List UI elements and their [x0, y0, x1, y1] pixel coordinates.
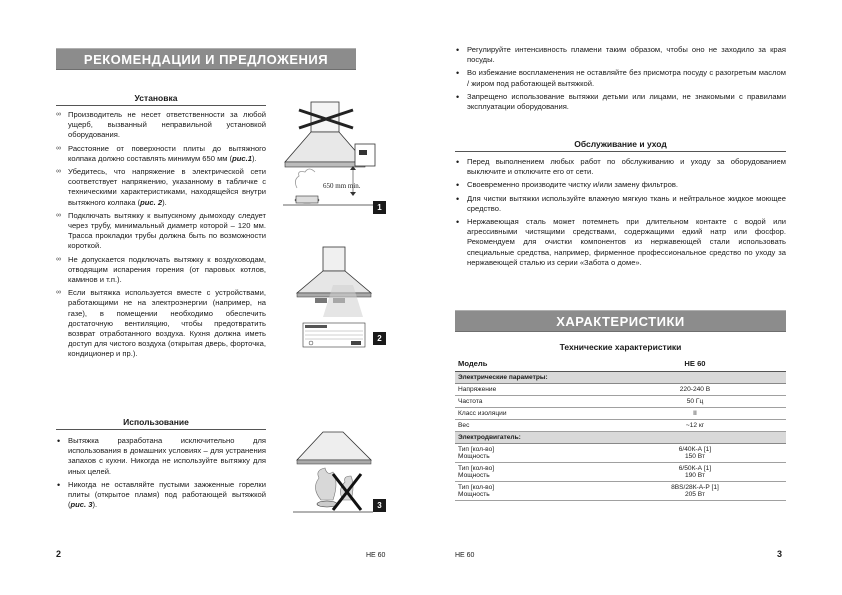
intro-item: • Регулируйте интенсивность пламени таким образом, чтобы оно не заходило за края посуды. [455, 45, 786, 65]
table-param-value [604, 444, 786, 463]
table-row [455, 444, 786, 463]
page-number-right: 3 [777, 549, 783, 559]
usage-item-text: Никогда не оставляйте пустыми зажженные горелки плиты (открытое пламя) под работающей вытяжкой ( [68, 479, 266, 510]
service-item: • Нержавеющая сталь может потемнеть при длительном контакте с водой или агрессивными чистящими средствами, содержащими едкий натр или фосфор. Рекомендуем для очистки компонентов из нержавеющей стали использовать специальные средства, например, фирменное профессиональное средство по уходу за нержавеющей сталью из серии «Забота о доме». [455, 217, 786, 268]
install-item [56, 110, 266, 141]
usage-list [56, 436, 266, 513]
specs-banner: ХАРАКТЕРИСТИКИ [455, 310, 786, 332]
install-item-tail: ). [252, 153, 257, 163]
table-param-value: ~12 кг [604, 420, 786, 432]
table-header-row [455, 356, 786, 372]
motor-power-value: 190 Вт [684, 472, 705, 479]
model-footer-right: HE 60 [455, 552, 475, 559]
table-param-value [604, 463, 786, 482]
service-rule [455, 151, 786, 152]
table-group-row [455, 372, 786, 384]
table-param-value: 50 Гц [604, 396, 786, 408]
right-page [421, 0, 842, 595]
install-rule [56, 105, 266, 106]
table-row [455, 396, 786, 408]
service-item: • Своевременно производите чистку и/или замену фильтров. [455, 180, 786, 190]
page-number-left: 2 [56, 549, 62, 559]
install-item [56, 255, 266, 286]
install-item [56, 144, 266, 164]
figure-reference: рис. 2 [140, 197, 163, 207]
usage-title: Использование [123, 417, 189, 427]
motor-power-label: Мощность [458, 472, 490, 479]
intro-list [455, 45, 786, 115]
figure-1-number: 1 [373, 201, 386, 214]
usage-item [56, 436, 266, 477]
table-param-name: Класс изоляции [455, 408, 604, 420]
service-item: • Для чистки вытяжки используйте влажную мягкую ткань и нейтральное жидкое моющее средство. [455, 194, 786, 214]
figure-reference: рис. 3 [70, 500, 93, 510]
install-item-text: Подключать вытяжку к выпускному дымоходу следует через трубу, минимальный диаметр которой – 120 мм. Трасса прокладки трубы должна быть по возможности короткой. [68, 210, 266, 251]
motor-power-label: Мощность [458, 453, 490, 460]
motor-type-value: 8BS/28К-А-Р [1] [671, 484, 719, 491]
table-header-model: HE 60 [604, 356, 786, 372]
motor-power-value: 150 Вт [684, 453, 705, 460]
table-group-motor: Электродвигатель: [455, 432, 786, 444]
specs-table [455, 356, 786, 501]
service-item: • Перед выполнением любых работ по обслуживанию и уходу за оборудованием выключите и отключите его от сети. [455, 157, 786, 177]
motor-type-value: 6/50К-А [1] [678, 465, 712, 472]
figure-1-hood-height [283, 100, 388, 215]
install-item [56, 167, 266, 208]
table-row [455, 384, 786, 396]
model-footer-left: HE 60 [366, 552, 386, 559]
usage-item-text: Вытяжка разработана исключительно для использования в домашних условиях – для устранения запахов с кухни. Никогда не используйте вытяжку для иных целей. [68, 436, 266, 476]
service-title: Обслуживание и уход [574, 139, 667, 149]
intro-item: • Запрещено использование вытяжки детьми или лицами, не знакомыми с правилами эксплуатации оборудования. [455, 92, 786, 112]
install-item-tail: ). [162, 197, 167, 207]
motor-power-value: 205 Вт [684, 491, 705, 498]
usage-item-tail: ). [92, 500, 98, 510]
usage-item [56, 480, 266, 511]
table-title: Технические характеристики [559, 342, 682, 352]
table-param-name: Вес [455, 420, 604, 432]
table-param-name [455, 463, 604, 482]
fig1-distance-label: 650 mm min. [323, 182, 361, 190]
figure-reference: рис.1 [232, 153, 252, 163]
table-param-name: Напряжение [455, 384, 604, 396]
table-group-row [455, 432, 786, 444]
table-group-electrical: Электрические параметры: [455, 372, 786, 384]
service-list [455, 157, 786, 271]
install-item-text: Если вытяжка используется вместе с устройствами, работающими не на электроэнергии (например, на газе), в помещении необходимо обеспечить достаточную вентиляцию, чтобы предотвратить возврат отработанного воздуха. Кухня должна иметь доступ для чистого воздуха (открытая дверь, форточка, кондиционер и пр.). [68, 288, 266, 359]
table-row [455, 482, 786, 501]
table-param-value [604, 482, 786, 501]
table-row [455, 420, 786, 432]
figure-3-number: 3 [373, 499, 386, 512]
motor-type-label: Тип [кол-во] [458, 465, 495, 472]
install-item-text: Убедитесь, что напряжение в электрической сети соответствует напряжению, указанному в табличке с техническими характеристиками, находящейся внутри вытяжного колпака ( [68, 167, 266, 207]
motor-type-label: Тип [кол-во] [458, 446, 495, 453]
install-item [56, 288, 266, 359]
install-item-text: Не допускается подключать вытяжку к воздуховодам, отводящим испарения горения (от паровых котлов, каминов и т.п.). [68, 254, 266, 285]
table-header-label: Модель [455, 356, 604, 372]
table-param-name: Частота [455, 396, 604, 408]
table-row [455, 408, 786, 420]
table-param-name [455, 444, 604, 463]
install-item-text: Расстояние от поверхности плиты до вытяжного колпака должно составлять минимум 650 мм ( [68, 143, 266, 163]
usage-rule [56, 429, 266, 430]
table-row [455, 463, 786, 482]
motor-type-label: Тип [кол-во] [458, 484, 495, 491]
install-item-text: Производитель не несет ответственности за любой ущерб, вызванный неправильной установкой оборудования. [68, 110, 266, 140]
install-item [56, 211, 266, 252]
install-list [56, 110, 266, 363]
intro-item: • Во избежание воспламенения не оставляйте без присмотра посуду с разогретым маслом / жиром под работающей вытяжкой. [455, 68, 786, 88]
motor-power-label: Мощность [458, 491, 490, 498]
table-param-name [455, 482, 604, 501]
table-param-value: 220-240 В [604, 384, 786, 396]
table-param-value: II [604, 408, 786, 420]
figure-2-number: 2 [373, 332, 386, 345]
motor-type-value: 6/40К-А [1] [678, 446, 712, 453]
recommendations-banner: РЕКОМЕНДАЦИИ И ПРЕДЛОЖЕНИЯ [56, 48, 356, 70]
install-title: Установка [134, 93, 178, 103]
